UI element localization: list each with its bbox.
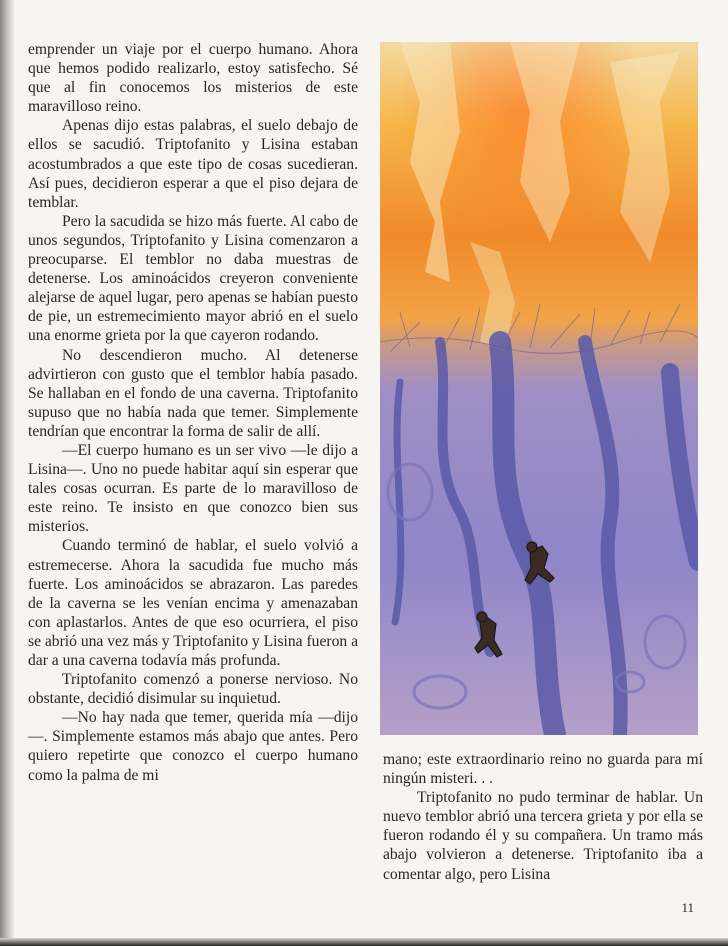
paragraph: Apenas dijo estas palabras, el suelo debajo de ellos se sacudió. Triptofanito y Lisina estaban acostumbrados a que este tipo de cosas sucedieran. Así pues, decidieron esperar a que el piso dejara de temblar. [28,117,358,211]
paragraph: Triptofanito comenzó a ponerse nervioso. No obstante, decidió disimular su inquietud. [28,671,358,708]
left-text-column [28,40,358,785]
right-text-column [383,750,703,884]
paragraph: —El cuerpo humano es un ser vivo —le dijo a Lisina—. Uno no puede habitar aquí sin esperar que tales cosas ocurran. Es parte de lo maravilloso de este reino. Te insisto en que conozco bien sus misterios. [28,441,358,536]
paragraph: mano; este extraordinario reino no guarda para mí ningún misteri. . . [383,751,703,788]
page-bottom-edge [0,938,728,946]
cave-illustration [380,42,698,735]
paragraph: emprender un viaje por el cuerpo humano. Ahora que hemos podido realizarlo, estoy satisfecho. Sé que al fin conocemos los misterios de este maravilloso reino. [28,41,358,116]
page-number: 11 [681,900,694,915]
paragraph: Cuando terminó de hablar, el suelo volvió a estremecerse. Ahora la sacudida fue mucho más fuerte. Los aminoácidos se abrazaron. Las paredes de la caverna se les venían encima y amenazaban con aplastarlos. Antes de que eso ocurriera, el piso se abrió una vez más y Triptofanito y Lisina fueron a dar a una caverna todavía más profunda. [28,537,358,669]
paragraph: No descendieron mucho. Al detenerse advirtieron con gusto que el temblor había pasado. Se hallaban en el fondo de una caverna. Triptofanito supuso que no había nada que temer. Simplemente tendrían que encontrar la forma de salir de allí. [28,346,358,440]
paragraph: —No hay nada que temer, querida mía —dijo—. Simplemente estamos más abajo que antes. Pero quiero repetirte que conozco el cuerpo humano como la palma de mi [28,709,358,784]
paragraph: Pero la sacudida se hizo más fuerte. Al cabo de unos segundos, Triptofanito y Lisina comenzaron a preocuparse. El temblor no daba muestras de detenerse. Los aminoácidos creyeron conveniente alejarse de aquel lugar, pero apenas se habían puesto de pie, un estremecimiento mayor abrió en el suelo una enorme grieta por la que cayeron rodando. [28,212,358,345]
book-spine-shadow [0,0,14,946]
paragraph: Triptofanito no pudo terminar de hablar. Un nuevo temblor abrió una tercera grieta y por ella se fueron rodando él y su compañera. Un tramo más abajo volvieron a detenerse. Triptofanito iba a comentar algo, pero Lisina [383,789,703,883]
